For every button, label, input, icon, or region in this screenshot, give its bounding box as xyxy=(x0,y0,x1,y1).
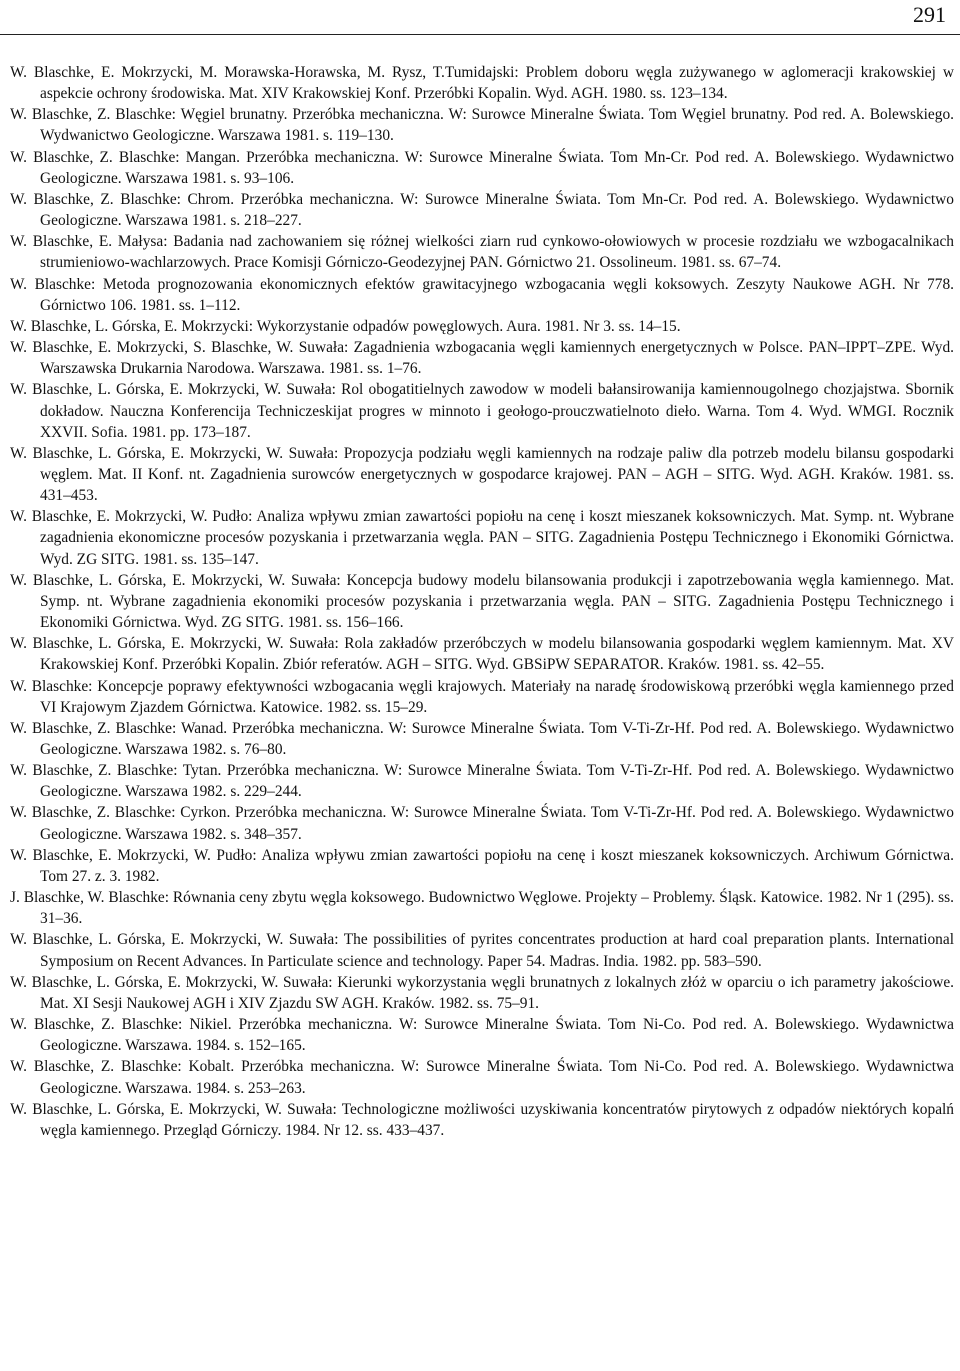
reference-entry: W. Blaschke, Z. Blaschke: Nikiel. Przeróbka mechaniczna. W: Surowce Mineralne Świata. Tom Ni-Co. Pod red. A. Bolewskiego. Wydawnictwa Geologiczne. Warszawa. 1984. s. 152–165. xyxy=(10,1016,954,1055)
reference-entry: J. Blaschke, W. Blaschke: Równania ceny zbytu węgla koksowego. Budownictwo Węglowe. Projekty – Problemy. Śląsk. Katowice. 1982. Nr 1 (295). ss. 31–36. xyxy=(10,889,954,928)
reference-entry: W. Blaschke, Z. Blaschke: Wanad. Przeróbka mechaniczna. W: Surowce Mineralne Świata. Tom V-Ti-Zr-Hf. Pod red. A. Bolewskiego. Wydawnictwo Geologiczne. Warszawa 1982. s. 76–80. xyxy=(10,719,954,758)
reference-entry: W. Blaschke, L. Górska, E. Mokrzycki, W. Suwała: Rola zakładów przeróbczych w modelu bilansowania gospodarki węglem kamiennym. Mat. XV Krakowskiej Konf. Przeróbki Kopalin. Zbiór referatów. AGH – SITG. Wyd. GBSiPW SEPARATOR. Kraków. 1981. ss. 42–55. xyxy=(10,635,954,674)
reference-entry: W. Blaschke, L. Górska, E. Mokrzycki, W. Suwała: Rol obogatitielnych zawodow w modeli bałansirowanija kamiennougolnego chozjajstwa. Sbornik dokładow. Nauczna Konferencija Techniczeskijat progres w minnoto i geołogo-prouczwatielnoto dieło. Warna. Tom 4. Wyd. WMGI. Rocznik XXVII. Sofia. 1981. pp. 173–187. xyxy=(10,381,954,441)
reference-list xyxy=(10,62,954,1141)
reference-entry: W. Blaschke: Koncepcje poprawy efektywności wzbogacania węgli krajowych. Materiały na naradę środowiskową przeróbki węgla kamiennego przed VI Krajowym Zjazdem Górnictwa. Katowice. 1982. ss. 15–29. xyxy=(10,677,954,716)
reference-entry: W. Blaschke, E. Mokrzycki, W. Pudło: Analiza wpływu zmian zawartości popiołu na cenę i koszt mieszanek koksowniczych. Mat. Symp. nt. Wybrane zagadnienia ekonomiczne procesów pozyskania i przetwarzania węgla. PAN – SITG. Zagadnienia Postępu Technicznego i Ekonomiki Górnictwa. Wyd. ZG SITG. 1981. ss. 135–147. xyxy=(10,508,954,568)
reference-entry: W. Blaschke, E. Mokrzycki, W. Pudło: Analiza wpływu zmian zawartości popiołu na cenę i koszt mieszanek koksowniczych. Archiwum Górnictwa. Tom 27. z. 3. 1982. xyxy=(10,846,954,885)
reference-entry: W. Blaschke, Z. Blaschke: Tytan. Przeróbka mechaniczna. W: Surowce Mineralne Świata. Tom V-Ti-Zr-Hf. Pod red. A. Bolewskiego. Wydawnictwo Geologiczne. Warszawa 1982. s. 229–244. xyxy=(10,762,954,801)
reference-entry: W. Blaschke, Z. Blaschke: Węgiel brunatny. Przeróbka mechaniczna. W: Surowce Mineralne Świata. Tom Węgiel brunatny. Pod red. A. Bolewskiego. Wydwanictwo Geologiczne. Warszawa 1981. s. 119–130. xyxy=(10,106,954,145)
reference-entry: W. Blaschke: Metoda prognozowania ekonomicznych efektów grawitacyjnego wzbogacania węgli koksowych. Zeszyty Naukowe AGH. Nr 778. Górnictwo 106. 1981. ss. 1–112. xyxy=(10,275,954,314)
reference-entry: W. Blaschke, L. Górska, E. Mokrzycki, W. Suwała: Propozycja podziału węgli kamiennych na rodzaje paliw dla potrzeb modelu bilansu gospodarki węglem. Mat. II Konf. nt. Zagadnienia surowców energetycznych w gospodarce krajowej. PAN – AGH – SITG. Wyd. AGH. Kraków. 1981. ss. 431–453. xyxy=(10,444,954,505)
reference-entry: W. Blaschke, Z. Blaschke: Mangan. Przeróbka mechaniczna. W: Surowce Mineralne Świata. Tom Mn-Cr. Pod red. A. Bolewskiego. Wydawnictwo Geologiczne. Warszawa 1981. s. 93–106. xyxy=(10,148,954,187)
reference-entry: W. Blaschke, L. Górska, E. Mokrzycki, W. Suwała: Kierunki wykorzystania węgli brunatnych z lokalnych złóż w oparciu o ich parametry jakościowe. Mat. XI Sesji Naukowej AGH i XIV Zjazdu SW AGH. Kraków. 1982. ss. 75–91. xyxy=(10,973,954,1012)
reference-entry: W. Blaschke, E. Mokrzycki, M. Morawska-Horawska, M. Rysz, T.Tumidajski: Problem doboru węgla zużywanego w aglomeracji krakowskiej w aspekcie ochrony środowiska. Mat. XIV Krakowskiej Konf. Przeróbki Kopalin. Wyd. AGH. 1980. ss. 123–134. xyxy=(10,64,954,103)
reference-entry: W. Blaschke, L. Górska, E. Mokrzycki, W. Suwała: The possibilities of pyrites concentrates production at hard coal preparation plants. International Symposium on Recent Advances. In Particulate science and technology. Paper 54. Madras. India. 1982. pp. 583–590. xyxy=(10,931,954,970)
page-number: 291 xyxy=(913,2,946,27)
reference-entry: W. Blaschke, E. Mokrzycki, S. Blaschke, W. Suwała: Zagadnienia wzbogacania węgli kamiennych energetycznych w Polsce. PAN–IPPT–ZPE. Wyd. Warszawska Drukarnia Narodowa. Warszawa. 1981. ss. 1–76. xyxy=(10,339,954,378)
reference-entry: W. Blaschke, Z. Blaschke: Kobalt. Przeróbka mechaniczna. W: Surowce Mineralne Świata. Tom Ni-Co. Pod red. A. Bolewskiego. Wydawnictwa Geologiczne. Warszawa. 1984. s. 253–263. xyxy=(10,1058,954,1097)
reference-entry: W. Blaschke, L. Górska, E. Mokrzycki, W. Suwała: Technologiczne możliwości uzyskiwania koncentratów pirytowych z odpadów niektórych kopalń węgla kamiennego. Przegląd Górniczy. 1984. Nr 12. ss. 433–437. xyxy=(10,1100,954,1139)
reference-entry: W. Blaschke, L. Górska, E. Mokrzycki: Wykorzystanie odpadów powęglowych. Aura. 1981. Nr 3. ss. 14–15. xyxy=(10,317,681,335)
reference-entry: W. Blaschke, E. Małysa: Badania nad zachowaniem się różnej wielkości ziarn rud cynkowo-ołowiowych w procesie rozdziału we wzbogacalnikach strumieniowo-wachlarzowych. Prace Komisji Górniczo-Geodezyjnej PAN. Górnictwo 21. Ossolineum. 1981. ss. 67–74. xyxy=(10,233,954,272)
reference-entry: W. Blaschke, Z. Blaschke: Cyrkon. Przeróbka mechaniczna. W: Surowce Mineralne Świata. Tom V-Ti-Zr-Hf. Pod red. A. Bolewskiego. Wydawnictwo Geologiczne. Warszawa 1982. s. 348–357. xyxy=(10,804,954,843)
header-rule xyxy=(0,34,960,35)
reference-entry: W. Blaschke, L. Górska, E. Mokrzycki, W. Suwała: Koncepcja budowy modelu bilansowania produkcji i zapotrzebowania węgla kamiennego. Mat. Symp. nt. Wybrane zagadnienia ekonomiki procesów pozyskania i przetwarzania węgla. PAN – SITG. Zagadnienia Postępu Technicznego i Ekonomiki Górnictwa. Wyd. ZG SITG. 1981. ss. 156–166. xyxy=(10,571,954,632)
reference-entry: W. Blaschke, Z. Blaschke: Chrom. Przeróbka mechaniczna. W: Surowce Mineralne Świata. Tom Mn-Cr. Pod red. A. Bolewskiego. Wydawnictwo Geologiczne. Warszawa 1981. s. 218–227. xyxy=(10,190,954,230)
